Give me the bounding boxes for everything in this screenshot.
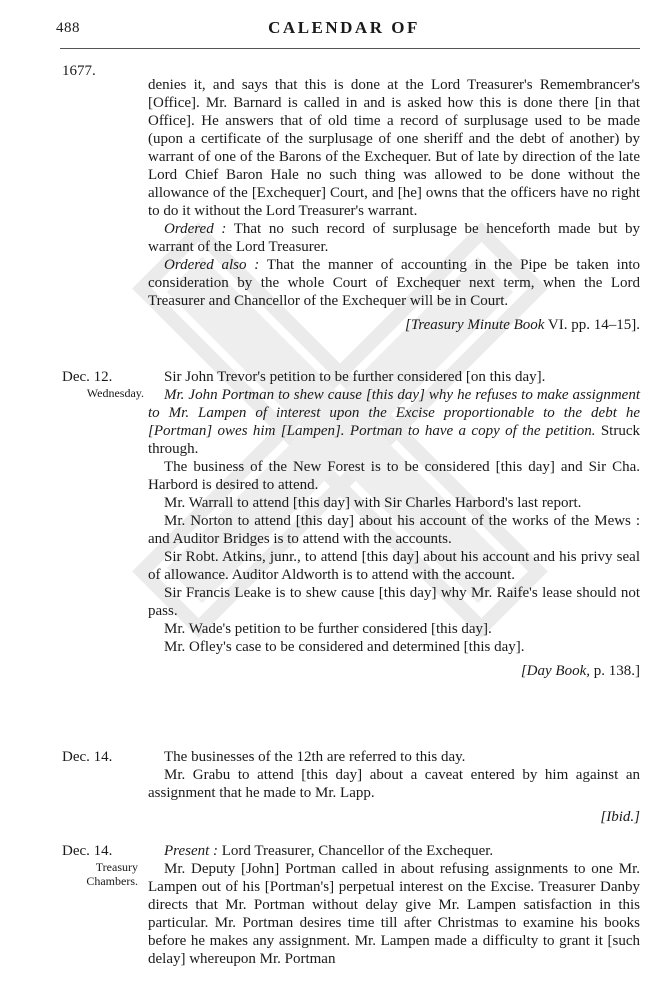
paragraph (148, 256, 640, 310)
running-head (56, 16, 632, 46)
paragraph (148, 548, 640, 584)
source-reference: VI. pp. 14–15]. (544, 317, 640, 333)
paragraph (148, 368, 640, 386)
paragraph (148, 386, 640, 458)
text-run: Lord Treasurer, Chancellor of the Exchequer. (218, 843, 494, 859)
entry-body (148, 748, 640, 826)
margin-date: Dec. 14. (62, 843, 113, 859)
page-number: 488 (56, 20, 80, 36)
italic-text: Ordered also : (164, 257, 260, 273)
text-run: Sir Robt. Atkins, junr., to attend [this day] about his account and his privy seal of allowance. Auditor Aldworth is to attend with the account. (148, 549, 640, 583)
text-run: Struck through. (148, 423, 640, 457)
text-run: Sir John Trevor's petition to be further considered [on this day]. (164, 369, 546, 385)
paragraph (148, 584, 640, 620)
margin-weekday: Wednesday. (86, 386, 144, 400)
entry-body (148, 368, 640, 680)
text-run: That no such record of surplusage be henceforth made but by warrant of the Lord Treasurer. (148, 221, 640, 255)
text-run: Sir Francis Leake is to shew cause [this day] why Mr. Raife's lease should not pass. (148, 585, 640, 619)
source-citation (148, 316, 640, 334)
running-title: CALENDAR OF (268, 18, 420, 37)
source-reference: p. 138.] (590, 663, 640, 679)
source-title: [Treasury Minute Book (405, 317, 545, 333)
paragraph (148, 620, 640, 638)
italic-text: Ordered : (164, 221, 227, 237)
text-run: denies it, and says that this is done at the Lord Treasurer's Remembrancer's [Office]. Mr. Barnard is called in and is asked how this is done there [in that Office]. He answers that of old time a record of surplusage used to be made (upon a certificate of the surplusage of one sheriff and the debt of another) by warrant of one of the Barons of the Exchequer. But of late by direction of the late Lord Chief Baron Hale no such thing was allowed to be done without the allowance of the [Exchequer] Court, and [he] owns that the officers have no right to do it without the Lord Treasurer's warrant. (148, 77, 640, 219)
paragraph (148, 76, 640, 220)
margin-place: Treasury Chambers. (86, 860, 138, 888)
source-citation (148, 808, 640, 826)
paragraph (148, 748, 640, 766)
paragraph (148, 766, 640, 802)
entry-body (148, 842, 640, 968)
italic-text: Present : (164, 843, 219, 859)
text-run: Mr. Norton to attend [this day] about his account of the works of the Mews : and Auditor Bridges is to attend with the accounts. (148, 513, 640, 547)
text-run: That the manner of accounting in the Pipe be taken into consideration by the whole Court of Exchequer next term, when the Lord Treasurer and Chancellor of the Exchequer will be in Court. (148, 257, 640, 309)
text-run: Mr. Wade's petition to be further considered [this day]. (164, 621, 492, 637)
margin-year: 1677. (62, 63, 96, 79)
entry-body (148, 76, 640, 334)
source-title: [Day Book, (520, 663, 590, 679)
paragraph (148, 220, 640, 256)
source-title: [Ibid.] (600, 809, 640, 825)
text-run: Mr. Grabu to attend [this day] about a caveat entered by him against an assignment that he made to Mr. Lapp. (148, 767, 640, 801)
paragraph (148, 638, 640, 656)
text-run: Mr. Warrall to attend [this day] with Sir Charles Harbord's last report. (164, 495, 582, 511)
paragraph (148, 842, 640, 860)
text-run: The businesses of the 12th are referred to this day. (164, 749, 466, 765)
paragraph (148, 860, 640, 968)
paragraph (148, 458, 640, 494)
paragraph (148, 512, 640, 548)
source-citation (148, 662, 640, 680)
text-run: Mr. Ofley's case to be considered and determined [this day]. (164, 639, 525, 655)
margin-date: Dec. 14. (62, 749, 113, 765)
italic-text: Mr. John Portman to shew cause [this day] why he refuses to make assignment to Mr. Lampen of interest upon the Excise proportionable to the debt he [Portman] owes him [Lampen]. Portman to have a copy of the petition. (148, 387, 640, 439)
text-run: Mr. Deputy [John] Portman called in about refusing assignments to one Mr. Lampen out of his [Portman's] perpetual interest on the Excise. Treasurer Danby directs that Mr. Portman without delay give Mr. Lampen satisfaction in this particular. Mr. Portman desires time till after Christmas to examine his books before he makes any assignment. Mr. Lampen made a difficulty to grant it [such delay] whereupon Mr. Portman (148, 861, 640, 967)
paragraph (148, 494, 640, 512)
margin-date: Dec. 12. (62, 369, 113, 385)
header-rule (60, 48, 640, 49)
text-run: The business of the New Forest is to be considered [this day] and Sir Cha. Harbord is desired to attend. (148, 459, 640, 493)
